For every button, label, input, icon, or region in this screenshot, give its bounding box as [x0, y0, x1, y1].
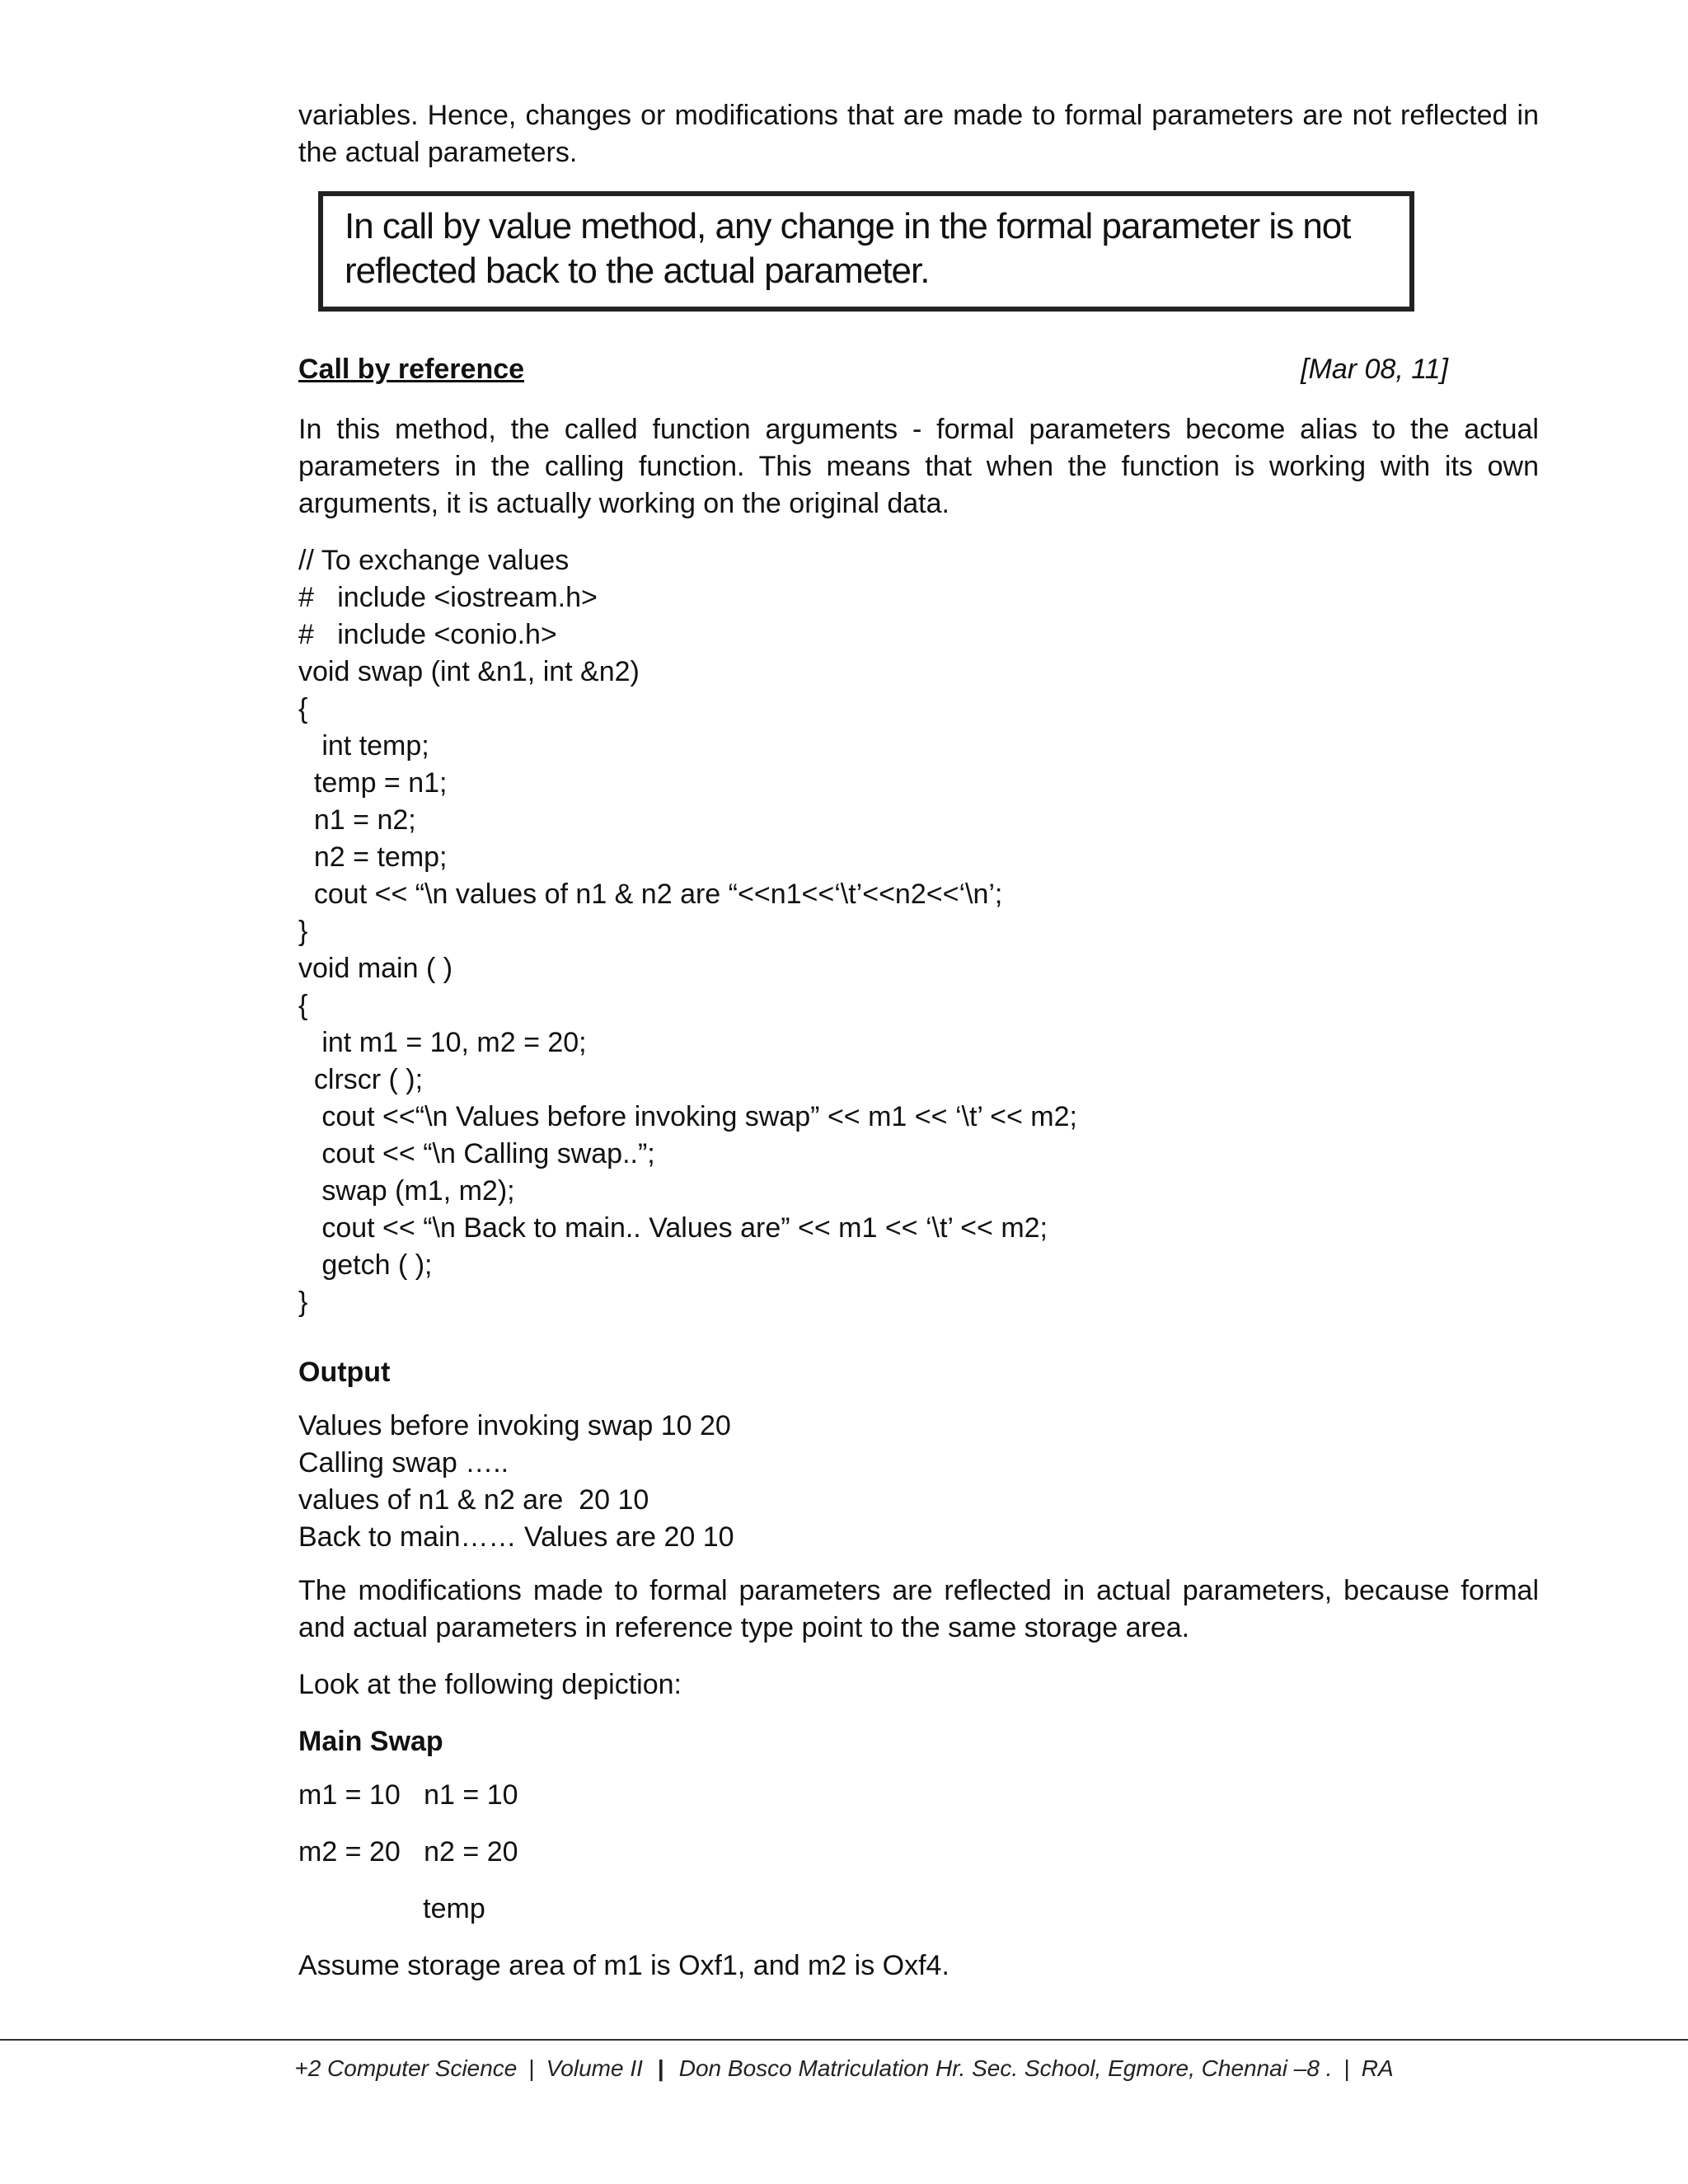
footer-volume: Volume II [546, 2055, 643, 2081]
footer-author: RA [1361, 2055, 1394, 2081]
section-heading-row [298, 351, 1539, 388]
code-line: cout << “\n values of n1 & n2 are “<<n1<<‘\t’<<n2<<‘\n’; [298, 879, 1003, 910]
code-line: void main ( ) [298, 953, 453, 984]
section-title: Call by reference [298, 354, 525, 385]
output-line: values of n1 & n2 are 20 10 [298, 1484, 649, 1516]
section-description: In this method, the called function arguments - formal parameters become alias to the actual parameters in the calling function. This means that when the function is working with its own arguments, it is actually working on the original data. [298, 414, 1539, 519]
code-line: int temp; [298, 730, 429, 762]
code-line: cout << “\n Back to main.. Values are” << m1 << ‘\t’ << m2; [298, 1212, 1048, 1244]
footer-separator: | [1343, 2055, 1350, 2081]
output-line: Back to main…… Values are 20 10 [298, 1521, 734, 1553]
code-line: temp = n1; [298, 767, 448, 799]
exam-reference: [Mar 08, 11] [1301, 354, 1448, 385]
code-line: swap (m1, m2); [298, 1175, 515, 1207]
footer-divider [0, 2039, 1688, 2041]
code-line: n2 = temp; [298, 841, 448, 873]
code-line: // To exchange values [298, 545, 570, 576]
code-line: void swap (int &n1, int &n2) [298, 656, 640, 687]
note-line-1: In call by value method, any change in the formal parameter is not [345, 206, 1351, 246]
page-footer [0, 2054, 1688, 2083]
depiction-row-2: m2 = 20 n2 = 20 [298, 1836, 518, 1868]
intro-paragraph: variables. Hence, changes or modifications that are made to formal parameters are not reflected in the actual parameters. [298, 100, 1539, 168]
depiction-intro: Look at the following depiction: [298, 1669, 682, 1700]
note-line-2: reflected back to the actual parameter. [345, 251, 930, 291]
depiction-block [298, 1777, 1539, 1928]
code-line: { [298, 693, 308, 724]
footer-school: Don Bosco Matriculation Hr. Sec. School, Egmore, Chennai –8 . [678, 2055, 1333, 2081]
code-line: { [298, 990, 308, 1021]
output-heading: Output [298, 1357, 391, 1388]
code-line: getch ( ); [298, 1249, 433, 1281]
code-line: } [298, 1286, 308, 1318]
code-line: n1 = n2; [298, 804, 416, 836]
code-line: } [298, 916, 308, 947]
depiction-header: Main Swap [298, 1726, 443, 1757]
code-line: int m1 = 10, m2 = 20; [298, 1027, 587, 1058]
depiction-row-3: temp [298, 1893, 485, 1924]
code-line: cout << “\n Calling swap..”; [298, 1138, 655, 1169]
footer-separator: | [657, 2055, 664, 2081]
storage-note: Assume storage area of m1 is Oxf1, and m2 is Oxf4. [298, 1950, 950, 1981]
footer-separator: | [528, 2055, 535, 2081]
footer-book: +2 Computer Science [294, 2055, 518, 2081]
code-line: clrscr ( ); [298, 1064, 424, 1095]
output-line: Calling swap ….. [298, 1447, 509, 1479]
page-content [298, 97, 1539, 2004]
output-block [298, 1408, 1539, 1556]
explanation-paragraph: The modifications made to formal parameters are reflected in actual parameters, because formal and actual parameters in reference type point to the same storage area. [298, 1575, 1539, 1643]
depiction-row-1: m1 = 10 n1 = 10 [298, 1779, 518, 1811]
output-line: Values before invoking swap 10 20 [298, 1410, 731, 1441]
code-line: cout <<“\n Values before invoking swap” << m1 << ‘\t’ << m2; [298, 1101, 1077, 1132]
note-box [318, 191, 1414, 312]
code-listing [298, 542, 1539, 1321]
code-line: # include <iostream.h> [298, 582, 598, 613]
code-line: # include <conio.h> [298, 619, 557, 650]
